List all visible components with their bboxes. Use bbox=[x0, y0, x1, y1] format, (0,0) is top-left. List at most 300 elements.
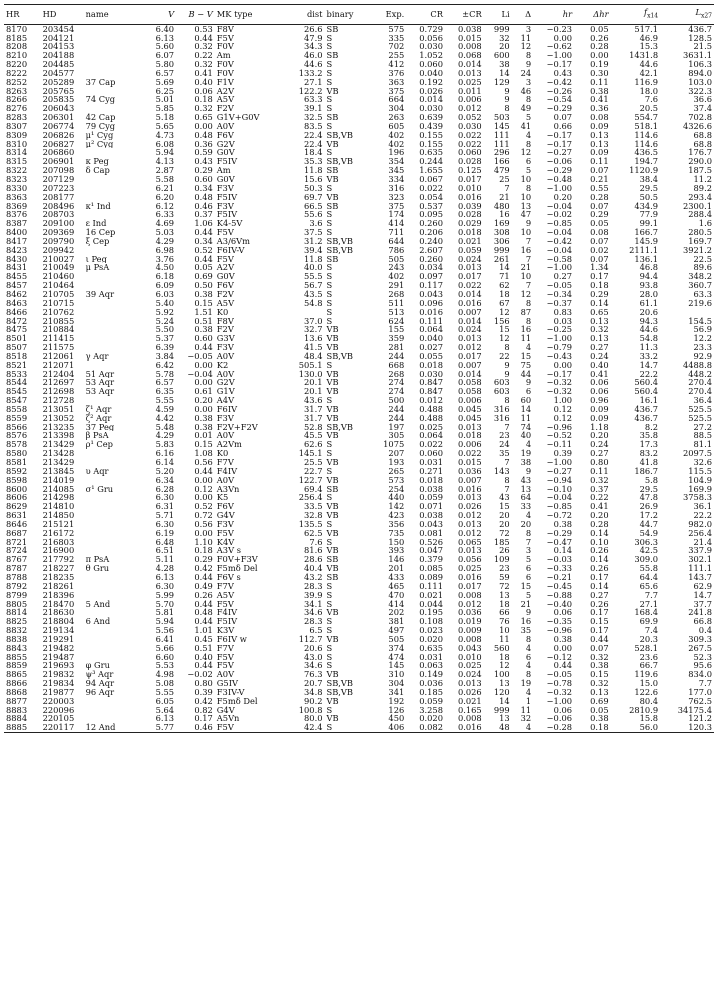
table-cell: 33.2 bbox=[639, 351, 659, 361]
table-row bbox=[4, 334, 714, 343]
table-cell: A5Vn bbox=[216, 714, 240, 724]
table-cell: 14.7 bbox=[639, 360, 659, 370]
table-cell: 39.9 bbox=[304, 590, 323, 600]
table-cell: 20 bbox=[499, 519, 510, 529]
table-cell: 0.32 bbox=[194, 104, 213, 114]
table-cell: 11.8 bbox=[304, 254, 323, 264]
table-cell bbox=[660, 308, 714, 317]
table-cell: −0.34 bbox=[546, 289, 573, 299]
table-cell: S bbox=[326, 228, 333, 237]
table-cell: −0.47 bbox=[546, 537, 573, 547]
table-cell: 0.05 bbox=[194, 263, 213, 273]
table-cell: 34.1 bbox=[304, 599, 323, 609]
table-cell: 525.5 bbox=[688, 404, 712, 414]
table-cell: 0.29 bbox=[194, 555, 213, 565]
table-cell: 0.18 bbox=[574, 723, 611, 732]
table-cell: 21 bbox=[499, 192, 510, 202]
table-cell: 0.059 bbox=[419, 493, 443, 503]
column-header bbox=[406, 5, 445, 25]
table-row bbox=[4, 131, 714, 140]
table-cell: 0.05 bbox=[590, 705, 609, 715]
table-cell: 94.4 bbox=[639, 272, 659, 282]
column-header bbox=[146, 5, 176, 25]
table-cell: 16 Cep bbox=[85, 228, 116, 237]
table-cell: 18 bbox=[499, 289, 510, 299]
table-cell: 0.11 bbox=[590, 157, 609, 167]
table-cell: K5 bbox=[216, 493, 229, 503]
table-cell: F3V bbox=[216, 519, 234, 529]
table-cell: 213235 bbox=[42, 422, 75, 432]
table-cell: 305 bbox=[388, 431, 405, 441]
table-cell: 20 bbox=[499, 42, 510, 52]
table-cell: F2V bbox=[216, 325, 234, 335]
table-cell: 0.038 bbox=[419, 511, 443, 520]
table-cell: 12 bbox=[520, 289, 532, 299]
table-cell: 0.006 bbox=[457, 440, 482, 450]
table-cell: 3921.2 bbox=[682, 245, 712, 255]
table-cell: 8883 bbox=[6, 705, 28, 715]
table-cell: 6.39 bbox=[155, 343, 175, 352]
table-cell: K0 bbox=[216, 307, 229, 317]
table-row bbox=[4, 661, 714, 670]
table-cell: 8417 bbox=[6, 236, 28, 246]
table-cell: 8799 bbox=[6, 590, 28, 600]
table-cell: 10 bbox=[520, 228, 532, 237]
table-cell: 7 bbox=[525, 537, 532, 547]
table-cell: 211575 bbox=[42, 343, 75, 352]
table-row bbox=[4, 60, 714, 69]
table-cell: 6.25 bbox=[155, 86, 175, 96]
table-cell: −0.29 bbox=[546, 166, 573, 175]
table-cell: 436.5 bbox=[634, 148, 659, 158]
table-cell: 207098 bbox=[42, 166, 75, 175]
table-row bbox=[4, 272, 714, 281]
table-cell: 48 bbox=[484, 723, 512, 732]
table-cell: 0.260 bbox=[419, 219, 443, 229]
table-cell bbox=[84, 546, 146, 555]
table-cell: 0.82 bbox=[194, 705, 213, 715]
table-cell: 39.1 bbox=[304, 104, 323, 114]
table-cell: 0.22 bbox=[590, 493, 609, 503]
table-cell bbox=[84, 246, 146, 255]
table-cell: S bbox=[326, 307, 333, 317]
table-cell: κ Peg bbox=[85, 157, 109, 167]
table-cell bbox=[84, 573, 146, 582]
table-cell: 359 bbox=[388, 334, 405, 344]
table-cell: 130.0 bbox=[298, 369, 323, 379]
table-cell: 0.00 bbox=[590, 51, 609, 61]
table-cell: 345 bbox=[388, 166, 405, 175]
table-cell: 37.5 bbox=[304, 228, 323, 237]
table-cell: 8592 bbox=[6, 466, 28, 476]
table-row bbox=[4, 546, 714, 555]
table-cell: 244 bbox=[388, 351, 405, 361]
table-cell: SB bbox=[326, 113, 339, 122]
table-cell: φ Gru bbox=[85, 661, 110, 671]
column-header bbox=[84, 5, 146, 25]
table-cell: 68.8 bbox=[693, 130, 712, 140]
table-cell: 0.018 bbox=[419, 475, 443, 485]
table-cell: 8544 bbox=[6, 378, 28, 388]
table-cell: 6.98 bbox=[155, 245, 175, 255]
table-cell: 208177 bbox=[42, 192, 75, 202]
table-cell: 0.06 bbox=[590, 387, 609, 397]
table-cell: 280.5 bbox=[688, 228, 712, 237]
table-cell: 8455 bbox=[6, 272, 28, 282]
table-cell: 4 bbox=[525, 511, 532, 520]
table-cell: 0.26 bbox=[590, 546, 609, 556]
table-cell: 0.24 bbox=[590, 351, 609, 361]
table-cell: 212071 bbox=[42, 360, 75, 370]
table-cell: 0.27 bbox=[553, 272, 573, 282]
table-cell: 7.6 bbox=[309, 537, 323, 547]
table-cell: 12.2 bbox=[693, 334, 712, 344]
table-cell: 8330 bbox=[6, 183, 28, 193]
table-cell: 4 bbox=[512, 723, 534, 732]
table-cell: 500 bbox=[388, 396, 405, 405]
table-cell: 0.125 bbox=[457, 166, 482, 175]
table-cell: 0.016 bbox=[457, 572, 482, 582]
table-cell: 0.00 bbox=[194, 378, 213, 388]
table-cell: 8559 bbox=[6, 413, 28, 423]
table-row bbox=[4, 325, 714, 334]
table-cell: 92.9 bbox=[693, 351, 712, 361]
table-cell: 381 bbox=[388, 617, 405, 627]
table-cell: F3V bbox=[216, 183, 234, 193]
table-cell: 374 bbox=[388, 643, 405, 653]
table-cell: 0.059 bbox=[457, 245, 482, 255]
table-cell: 0.060 bbox=[419, 449, 443, 458]
table-cell: 0.025 bbox=[457, 564, 482, 573]
table-cell: 0.010 bbox=[457, 183, 482, 193]
table-cell: 0.38 bbox=[553, 519, 573, 529]
table-cell: SB bbox=[326, 166, 339, 175]
table-cell: A0V bbox=[216, 475, 235, 485]
table-cell: 208496 bbox=[42, 201, 75, 211]
table-cell: 10 bbox=[520, 272, 532, 282]
table-row bbox=[4, 670, 714, 679]
table-cell: 205835 bbox=[42, 95, 75, 105]
table-cell: 0.00 bbox=[194, 360, 213, 370]
table-cell bbox=[84, 361, 146, 370]
table-cell: −0.04 bbox=[546, 228, 573, 237]
table-cell: VB bbox=[326, 475, 339, 485]
table-cell: 0.38 bbox=[194, 422, 213, 432]
table-cell: 49 bbox=[520, 104, 532, 114]
table-cell: 12 bbox=[499, 661, 510, 671]
table-cell: −0.35 bbox=[546, 617, 573, 627]
table-cell: 6.05 bbox=[155, 696, 175, 706]
table-cell: 0.007 bbox=[457, 307, 482, 317]
table-cell: 89.2 bbox=[693, 183, 712, 193]
table-cell: −0.62 bbox=[546, 42, 573, 52]
table-cell: 9 bbox=[504, 86, 510, 96]
table-cell: 4.73 bbox=[155, 130, 175, 140]
table-cell: 0.439 bbox=[419, 121, 443, 131]
table-row bbox=[4, 485, 714, 494]
column-header-label: binary bbox=[326, 9, 354, 20]
table-cell: 0.022 bbox=[457, 449, 482, 458]
table-cell: 6.33 bbox=[155, 210, 175, 220]
table-cell: 0.11 bbox=[590, 77, 609, 87]
table-cell: 0.111 bbox=[419, 316, 443, 326]
table-cell: 1.01 bbox=[194, 626, 213, 635]
table-cell: K4V bbox=[216, 537, 235, 547]
table-cell: 402 bbox=[388, 130, 405, 140]
table-cell: 216803 bbox=[42, 537, 75, 547]
table-cell: 1.51 bbox=[194, 307, 213, 317]
table-cell: F4IV bbox=[216, 608, 238, 618]
table-cell: 46.0 bbox=[304, 51, 323, 61]
table-cell: 0.058 bbox=[457, 378, 482, 388]
table-cell: 5.64 bbox=[155, 705, 175, 715]
table-cell: 6.30 bbox=[155, 519, 175, 529]
table-cell: 702.8 bbox=[688, 113, 712, 122]
table-cell: 63.3 bbox=[304, 95, 323, 105]
table-cell: 0.59 bbox=[194, 148, 213, 158]
table-cell: A5V bbox=[216, 590, 235, 600]
table-cell bbox=[84, 493, 146, 502]
table-cell: 0.32 bbox=[194, 60, 213, 69]
table-cell: 34.3 bbox=[304, 42, 323, 52]
table-cell: 0.067 bbox=[419, 175, 443, 184]
table-cell: 99.1 bbox=[639, 219, 659, 229]
table-cell: 41 bbox=[520, 121, 532, 131]
table-cell: 603 bbox=[493, 378, 510, 388]
table-cell: G0V bbox=[216, 148, 235, 158]
table-cell: 348.2 bbox=[688, 272, 712, 282]
table-cell: 0.32 bbox=[590, 652, 609, 662]
column-header bbox=[484, 5, 512, 25]
table-cell: 129 bbox=[493, 77, 510, 87]
table-cell: 0.021 bbox=[419, 590, 443, 600]
table-cell bbox=[84, 343, 146, 352]
table-cell: 0.195 bbox=[419, 608, 443, 618]
table-cell: 8877 bbox=[6, 696, 28, 706]
table-cell: 8309 bbox=[6, 130, 28, 140]
table-cell bbox=[84, 520, 146, 529]
table-cell: γ Aqr bbox=[85, 351, 109, 361]
table-cell: 20.5 bbox=[639, 104, 659, 114]
table-cell: −0.29 bbox=[546, 528, 573, 538]
table-cell: 109 bbox=[493, 555, 510, 565]
column-header-label: HR bbox=[6, 9, 20, 20]
table-cell: 8170 bbox=[6, 24, 28, 34]
table-cell: −0.78 bbox=[546, 679, 573, 688]
table-row bbox=[4, 493, 714, 502]
table-cell: VB bbox=[326, 86, 339, 96]
table-cell: 8 bbox=[504, 343, 510, 352]
table-cell: 0.006 bbox=[457, 396, 482, 405]
table-cell: VB bbox=[326, 608, 339, 618]
table-cell: 0.42 bbox=[194, 564, 213, 573]
table-cell: 0.07 bbox=[590, 201, 609, 211]
table-cell: 0.089 bbox=[419, 572, 443, 582]
table-cell: 62.9 bbox=[693, 581, 712, 591]
table-cell: 0.043 bbox=[419, 519, 443, 529]
table-cell: 43.0 bbox=[304, 652, 323, 662]
table-cell: 834.0 bbox=[688, 670, 712, 680]
table-row bbox=[4, 370, 714, 379]
table-cell: 0.44 bbox=[590, 634, 609, 644]
table-cell: 42.1 bbox=[639, 68, 659, 78]
table-cell: 3.6 bbox=[309, 219, 323, 229]
table-cell: 0.56 bbox=[194, 458, 213, 467]
table-cell bbox=[84, 458, 146, 467]
table-cell: 363 bbox=[388, 77, 405, 87]
table-cell: 0.526 bbox=[419, 537, 443, 547]
table-cell: F6IV-V bbox=[216, 245, 245, 255]
table-cell: 0.008 bbox=[457, 590, 482, 600]
table-cell: 0.026 bbox=[457, 687, 482, 697]
table-cell: 0.029 bbox=[457, 219, 482, 229]
table-cell: ξ Cep bbox=[85, 236, 110, 246]
table-cell: 436.7 bbox=[688, 24, 712, 34]
table-cell: 145.9 bbox=[634, 236, 659, 246]
table-cell: −0.27 bbox=[546, 148, 573, 158]
table-cell: 0.192 bbox=[419, 77, 443, 87]
table-cell: 0.38 bbox=[194, 325, 213, 335]
table-cell: 0.08 bbox=[590, 228, 609, 237]
table-cell: 0.44 bbox=[194, 343, 213, 352]
table-cell: −0.52 bbox=[546, 431, 573, 441]
table-cell: 0.009 bbox=[457, 626, 482, 635]
table-cell: 13.6 bbox=[304, 334, 323, 344]
table-cell: 44 bbox=[520, 369, 532, 379]
table-cell: 210715 bbox=[42, 298, 75, 308]
table-cell bbox=[84, 34, 146, 43]
table-cell: VB bbox=[326, 564, 339, 573]
table-cell: 15 bbox=[520, 351, 532, 361]
table-cell: 8208 bbox=[6, 42, 28, 52]
table-cell: 3631.1 bbox=[682, 51, 712, 61]
table-row bbox=[4, 69, 714, 78]
table-cell: 0.017 bbox=[457, 272, 482, 282]
table-cell: 0.022 bbox=[419, 440, 443, 450]
table-cell: F7V bbox=[216, 458, 234, 467]
table-cell: 8 bbox=[525, 298, 532, 308]
table-row bbox=[4, 378, 714, 387]
table-cell: 5.83 bbox=[155, 440, 175, 450]
table-row bbox=[4, 458, 714, 467]
table-cell: 8431 bbox=[6, 263, 28, 273]
table-cell: 155 bbox=[388, 325, 405, 335]
table-cell: 12 bbox=[520, 148, 532, 158]
table-cell: μ² Cyg bbox=[85, 139, 114, 149]
table-cell: 5.69 bbox=[155, 77, 175, 87]
column-header-label: V bbox=[168, 9, 175, 20]
table-cell: 77.9 bbox=[639, 210, 659, 220]
table-cell: 8805 bbox=[6, 599, 28, 609]
table-cell: 5.85 bbox=[155, 104, 175, 114]
table-row bbox=[4, 582, 714, 591]
column-header bbox=[215, 5, 284, 25]
table-cell: 5.55 bbox=[155, 396, 175, 405]
table-cell: S bbox=[326, 219, 333, 229]
table-cell: 256.4 bbox=[688, 528, 712, 538]
table-cell: 0.07 bbox=[553, 113, 573, 122]
table-cell: 8 bbox=[504, 475, 510, 485]
table-cell: 0.030 bbox=[419, 369, 443, 379]
table-cell: F6IV w bbox=[216, 634, 247, 644]
table-cell: 0.46 bbox=[176, 723, 215, 732]
table-cell: 5.70 bbox=[155, 599, 175, 609]
table-cell bbox=[84, 644, 146, 653]
table-cell: 0.44 bbox=[194, 572, 213, 582]
table-cell: 16 bbox=[499, 210, 510, 220]
table-cell: A0V bbox=[216, 121, 235, 131]
table-cell: 375 bbox=[388, 201, 405, 211]
table-cell: 0.38 bbox=[194, 413, 213, 423]
table-cell: 24 bbox=[520, 68, 532, 78]
table-cell: G1V bbox=[216, 387, 235, 397]
table-cell: 46.8 bbox=[639, 263, 659, 273]
table-cell: 0.48 bbox=[194, 608, 213, 618]
table-cell: 8185 bbox=[6, 33, 28, 43]
table-cell: 8855 bbox=[6, 652, 28, 662]
table-cell: −0.96 bbox=[546, 422, 573, 432]
table-cell: S bbox=[326, 183, 333, 193]
table-cell: 8252 bbox=[6, 77, 28, 87]
star-table bbox=[4, 4, 714, 733]
table-cell: 52.3 bbox=[693, 652, 712, 662]
table-cell: 104.9 bbox=[688, 475, 712, 485]
table-cell: 18 bbox=[499, 652, 510, 662]
table-cell: 43.2 bbox=[304, 572, 323, 582]
table-cell: 4.29 bbox=[155, 236, 175, 246]
table-cell: 0.32 bbox=[590, 325, 609, 335]
column-header bbox=[284, 5, 325, 25]
table-cell: 146 bbox=[388, 555, 405, 565]
table-cell: 5.50 bbox=[155, 325, 175, 335]
table-row bbox=[4, 617, 714, 626]
table-cell: 212728 bbox=[42, 396, 75, 405]
table-cell: 573 bbox=[388, 475, 405, 485]
table-cell: 1 bbox=[525, 696, 532, 706]
table-cell: −0.03 bbox=[546, 555, 573, 565]
table-cell: S bbox=[326, 396, 333, 405]
table-cell: 999 bbox=[493, 245, 510, 255]
table-cell: 8 bbox=[525, 139, 532, 149]
table-cell: 8767 bbox=[6, 555, 28, 565]
table-cell: 71 bbox=[499, 272, 510, 282]
table-cell: 46 bbox=[520, 86, 532, 96]
table-cell: 0.41 bbox=[194, 68, 213, 78]
table-cell: SB bbox=[326, 555, 339, 565]
table-cell: 448.2 bbox=[688, 369, 712, 379]
table-cell: 0.052 bbox=[457, 113, 482, 122]
table-cell: 8 bbox=[525, 95, 532, 105]
table-cell: 187.5 bbox=[688, 166, 712, 175]
table-cell: 18.0 bbox=[639, 86, 659, 96]
table-cell: 119.6 bbox=[634, 670, 659, 680]
table-cell: 218227 bbox=[42, 564, 75, 573]
table-cell: 414 bbox=[388, 599, 405, 609]
table-cell: 23 bbox=[499, 431, 510, 441]
table-cell: 0.639 bbox=[419, 113, 443, 122]
table-cell: 5.94 bbox=[155, 148, 175, 158]
table-cell: 664 bbox=[388, 95, 405, 105]
table-cell: S bbox=[326, 263, 333, 273]
column-header-label: Δ bbox=[525, 9, 532, 20]
table-cell: 0.025 bbox=[457, 661, 482, 671]
table-cell: S bbox=[326, 289, 333, 299]
table-cell bbox=[84, 308, 146, 317]
table-cell: 185 bbox=[493, 537, 510, 547]
table-cell: 1.08 bbox=[194, 449, 213, 458]
header-row bbox=[4, 5, 714, 25]
table-cell: 34.6 bbox=[304, 661, 323, 671]
